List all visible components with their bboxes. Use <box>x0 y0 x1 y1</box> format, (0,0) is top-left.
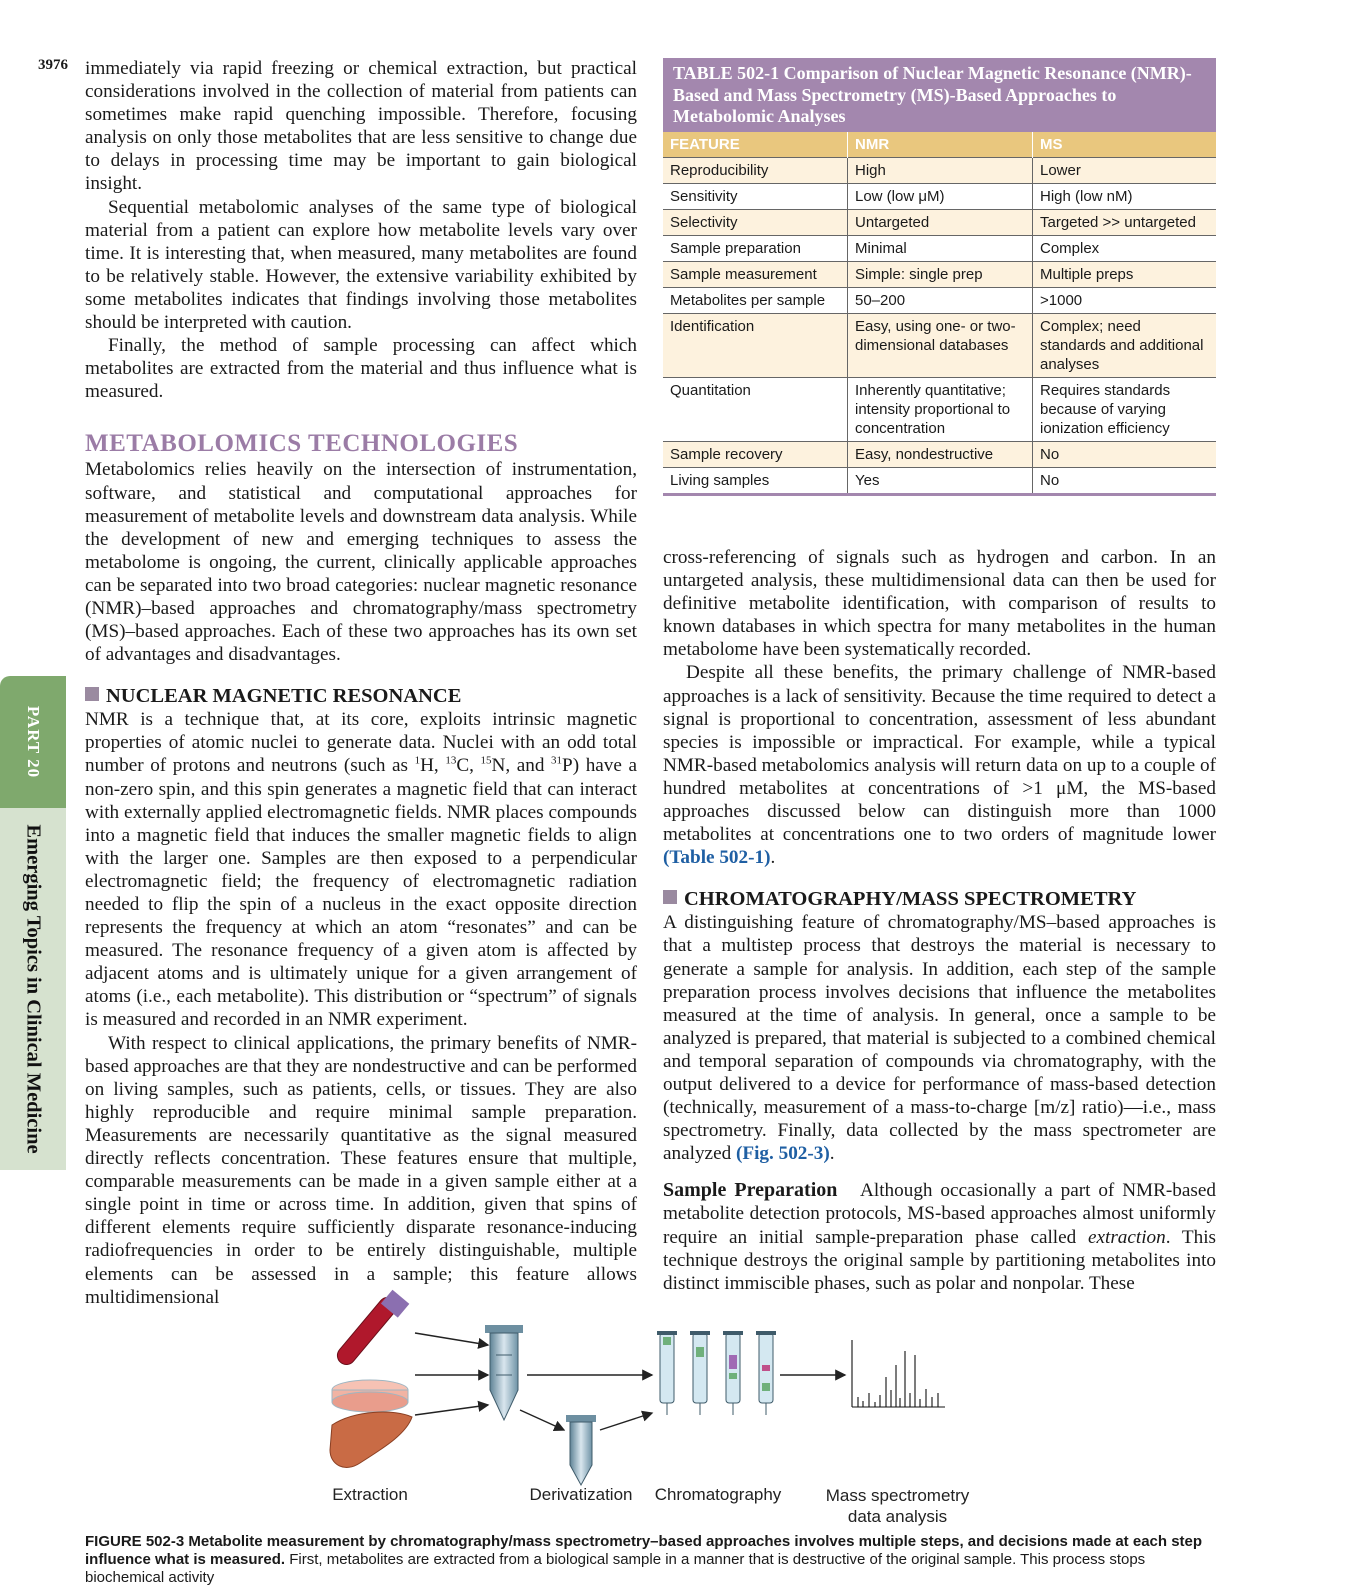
table-header-cell: MS <box>1033 132 1217 158</box>
table-cell: Sensitivity <box>663 183 848 209</box>
table-cell: Simple: single prep <box>848 261 1033 287</box>
derivatization-tube-icon <box>566 1415 596 1485</box>
runin-heading-sample-preparation: Sample Preparation <box>663 1179 838 1202</box>
figure-label-derivatization: Derivatization <box>529 1485 633 1504</box>
side-tab-topic-label: Emerging Topics in Clinical Medicine <box>22 824 45 1154</box>
p2-end: . <box>770 847 776 869</box>
table-cell: Selectivity <box>663 209 848 235</box>
table-row <box>663 287 1216 313</box>
table-cell: No <box>1033 441 1217 467</box>
table-reference-link[interactable]: (Table 502-1) <box>663 847 771 869</box>
right-paragraph-1: cross-referencing of signals such as hydrogen and carbon. In an untargeted analysis, these multidimensional data can then be used for definitive metabolite identification, with comparison of results to known databases in which spectra for many metabolites in the human metabolome have been systematically recorded. <box>663 547 1216 661</box>
table-row <box>663 313 1216 377</box>
isotope-1: H, <box>420 755 446 777</box>
table-row <box>663 467 1216 494</box>
table-header-cell: FEATURE <box>663 132 848 158</box>
table-cell: Inherently quantitative; intensity proportional to concentration <box>848 377 1033 441</box>
square-bullet-icon <box>85 687 99 701</box>
table-cell: Complex <box>1033 235 1217 261</box>
figure-502-3 <box>0 1285 1347 1525</box>
table-cell: Sample preparation <box>663 235 848 261</box>
left-paragraph-4: Metabolomics relies heavily on the intersection of instrumentation, software, and statistical and computational approaches for measurement of metabolite levels and downstream data analysis. While the development of new and emerging techniques to assess the metabolome is ongoing, the current, clinically applicable approaches can be separated into two broad categories: nuclear magnetic resonance (NMR)–based approaches and chromatography/mass spectrometry (MS)–based approaches. Each of these two approaches has its own set of advantages and disadvantages. <box>85 459 637 666</box>
table-cell: Requires standards because of varying ionization efficiency <box>1033 377 1217 441</box>
table-cell: Untargeted <box>848 209 1033 235</box>
figure-reference-link[interactable]: (Fig. 502-3) <box>735 1143 830 1165</box>
table-cell: >1000 <box>1033 287 1217 313</box>
mass-spectrum-icon <box>852 1340 945 1407</box>
table-cell: Yes <box>848 467 1033 494</box>
table-cell: Easy, nondestructive <box>848 441 1033 467</box>
figure-caption-text: First, metabolites are extracted from a biological sample in a manner that is destructive of the original sample. This process stops biochemical activity <box>85 1551 1146 1586</box>
section-heading-technologies: METABOLOMICS TECHNOLOGIES <box>85 430 519 458</box>
isotope-mass-3: 15 <box>480 755 492 768</box>
table-cell: Quantitation <box>663 377 848 441</box>
chromatography-columns-icon <box>657 1331 776 1415</box>
subsection-heading-nmr <box>85 685 637 708</box>
left-paragraph-2: Sequential metabolomic analyses of the same type of biological material from a patient can explore how metabolite levels vary over time. It is interesting that, when measured, many metabolites are found to be relatively stable. However, the extensive variability exhibited by some metabolites indicates that findings involving those metabolites should be interpreted with caution. <box>85 196 637 334</box>
left-paragraph-5 <box>85 708 637 1031</box>
table-cell: Targeted >> untargeted <box>1033 209 1217 235</box>
table-cell: Living samples <box>663 467 848 494</box>
table-caption: TABLE 502-1 Comparison of Nuclear Magnetic Resonance (NMR)-Based and Mass Spectrometry (MS)-Based Approaches to Metabolomic Analyses <box>663 58 1216 132</box>
table-cell: Minimal <box>848 235 1033 261</box>
table-header-cell: NMR <box>848 132 1033 158</box>
subsection-heading-nmr-text: NUCLEAR MAGNETIC RESONANCE <box>106 685 462 708</box>
isotope-mass-2: 13 <box>445 755 457 768</box>
isotope-3: N, and <box>491 755 552 777</box>
table-cell: Multiple preps <box>1033 261 1217 287</box>
p2-text: Despite all these benefits, the primary challenge of NMR-based approaches is a lack of sensitivity. Because the time required to detect a signal is proportional to concentration, assessment of less abundant species is impossible or impractical. For example, while a typical NMR-based metabolomics analysis will return data on up to a couple of hundred metabolites at concentrations of >1 μM, the MS-based approaches discussed below can distinguish more than 1000 metabolites at concentrations one to two orders of magnitude lower <box>663 662 1216 846</box>
isotope-mass-4: 31 <box>551 755 563 768</box>
figure-label-ms-line-2: data analysis <box>847 1507 948 1526</box>
blood-tube-icon <box>334 1290 410 1368</box>
left-paragraph-6: With respect to clinical applications, the primary benefits of NMR-based approaches are that they are nondestructive and can be performed on living samples, such as patients, cells, or tissues. They are also highly reproducible and require minimal sample preparation. Measurements are necessarily quantitative as the signal measured directly reflects concentration. These features ensure that multiple, comparable measurements can be made in a given sample either at a single point in time or across time. In addition, given that spins of different elements require sufficiently disparate resonance-inducing radiofrequencies in order to be entirely distinguishable, multiple elements can be assessed in a sample; this feature allows multidimensional <box>85 1032 637 1308</box>
right-paragraph-4 <box>663 1179 1221 1294</box>
comparison-table <box>663 132 1216 496</box>
table-row <box>663 157 1216 183</box>
table-cell: Reproducibility <box>663 157 848 183</box>
table-header-row <box>663 132 1216 158</box>
table-cell: No <box>1033 467 1217 494</box>
side-tab-part <box>0 676 66 808</box>
figure-label-mass-spectrometry <box>815 1485 980 1527</box>
table-cell: High (low nM) <box>1033 183 1217 209</box>
petri-dish-icon <box>332 1380 408 1412</box>
p4-text-b: . This technique destroys the original sample by partitioning metabolites into distinct immiscible phases, such as polar and nonpolar. These <box>663 1226 1217 1294</box>
subsection-heading-ms <box>663 888 1216 911</box>
figure-label-ms-line-1: Mass spectrometry <box>825 1486 970 1505</box>
table-row <box>663 183 1216 209</box>
subsection-heading-ms-text: CHROMATOGRAPHY/MASS SPECTROMETRY <box>684 888 1137 911</box>
p3-text: A distinguishing feature of chromatography/MS–based approaches is that a multistep process that destroys the material is necessary to generate a sample for analysis. In addition, each step of the sample preparation process involves decisions that influence the metabolites measured at the time of analysis. In general, once a sample to be analyzed is prepared, that material is subjected to a combined chemical and temporal separation of compounds via chromatography, with the output delivered to a device for performance of mass-based detection (technically, measurement of a mass-to-charge [m/z] ratio)—i.e., mass spectrometry. Finally, data collected by the mass spectrometer are analyzed <box>663 912 1216 1165</box>
table-cell: Easy, using one- or two-dimensional databases <box>848 313 1033 377</box>
table-cell: Lower <box>1033 157 1217 183</box>
table-row <box>663 261 1216 287</box>
p4-text-a: Although occasionally a part of NMR-based metabolite detection protocols, MS-based approaches almost uniformly require an initial sample-preparation phase called <box>663 1180 1221 1248</box>
p3-end: . <box>829 1143 835 1165</box>
figure-label-extraction: Extraction <box>332 1485 408 1504</box>
square-bullet-icon <box>663 890 677 904</box>
table-cell: Sample measurement <box>663 261 848 287</box>
right-paragraph-2 <box>663 661 1216 869</box>
table-cell: Sample recovery <box>663 441 848 467</box>
side-tab-topic <box>0 808 66 1170</box>
table-row <box>663 441 1216 467</box>
table-502-1 <box>663 58 1216 496</box>
page-number: 3976 <box>38 57 68 73</box>
left-column <box>85 57 637 1309</box>
left-paragraph-1: immediately via rapid freezing or chemical extraction, but practical considerations involved in the collection of material from patients can sometimes make rapid quenching impossible. Therefore, focusing analysis on only those metabolites that are less sensitive to change due to delays in processing time may be important to gain biological insight. <box>85 58 637 195</box>
p5-text-a: NMR is a technique that, at its core, exploits intrinsic magnetic properties of atomic nuclei to generate data. Nuclei with an odd total number of protons and neutrons (such as <box>85 709 637 777</box>
right-paragraph-3 <box>663 911 1216 1165</box>
side-tab-part-label: PART 20 <box>24 705 43 779</box>
liver-icon <box>330 1412 412 1467</box>
table-cell: Identification <box>663 313 848 377</box>
table-cell: Low (low μM) <box>848 183 1033 209</box>
table-row <box>663 377 1216 441</box>
table-cell: Complex; need standards and additional analyses <box>1033 313 1217 377</box>
table-cell: 50–200 <box>848 287 1033 313</box>
isotope-mass-1: 1 <box>414 755 421 768</box>
table-row <box>663 209 1216 235</box>
p4-emphasis: extraction <box>1087 1226 1166 1248</box>
p5-text-b: have a non-zero spin, and this spin generates a magnetic field that can interact with externally applied electromagnetic fields. NMR places compounds into a magnetic field that induces the smaller magnetic fields to align with the larger one. Samples are then exposed to a perpendicular electromagnetic field; the frequency of electromagnetic radiation needed to flip the spin of a nucleus in the exact opposite direction represents the frequency at which an atom “resonates” and can be measured. The resonance frequency of a given atom is affected by adjacent atoms and is ultimately unique for a given arrangement of atoms (i.e., each metabolite). This distribution or “spectrum” of signals is measured and recorded in an NMR experiment. <box>85 755 638 1031</box>
figure-label-chromatography: Chromatography <box>654 1485 782 1504</box>
isotope-4: P) <box>562 755 580 777</box>
left-paragraph-3: Finally, the method of sample processing can affect which metabolites are extracted from the material and thus influence what is measured. <box>85 335 637 403</box>
side-tab <box>0 676 66 1170</box>
figure-caption-title: FIGURE 502-3 Metabolite measurement by chromatography/mass spectrometry–based approaches involves multiple steps, and decisions made at each step influence what is measured. <box>85 1533 1203 1568</box>
right-column <box>663 546 1221 1295</box>
table-cell: High <box>848 157 1033 183</box>
table-row <box>663 235 1216 261</box>
isotope-2: C, <box>456 755 481 777</box>
extraction-tube-icon <box>485 1325 523 1420</box>
table-cell: Metabolites per sample <box>663 287 848 313</box>
figure-caption <box>85 1533 1216 1587</box>
